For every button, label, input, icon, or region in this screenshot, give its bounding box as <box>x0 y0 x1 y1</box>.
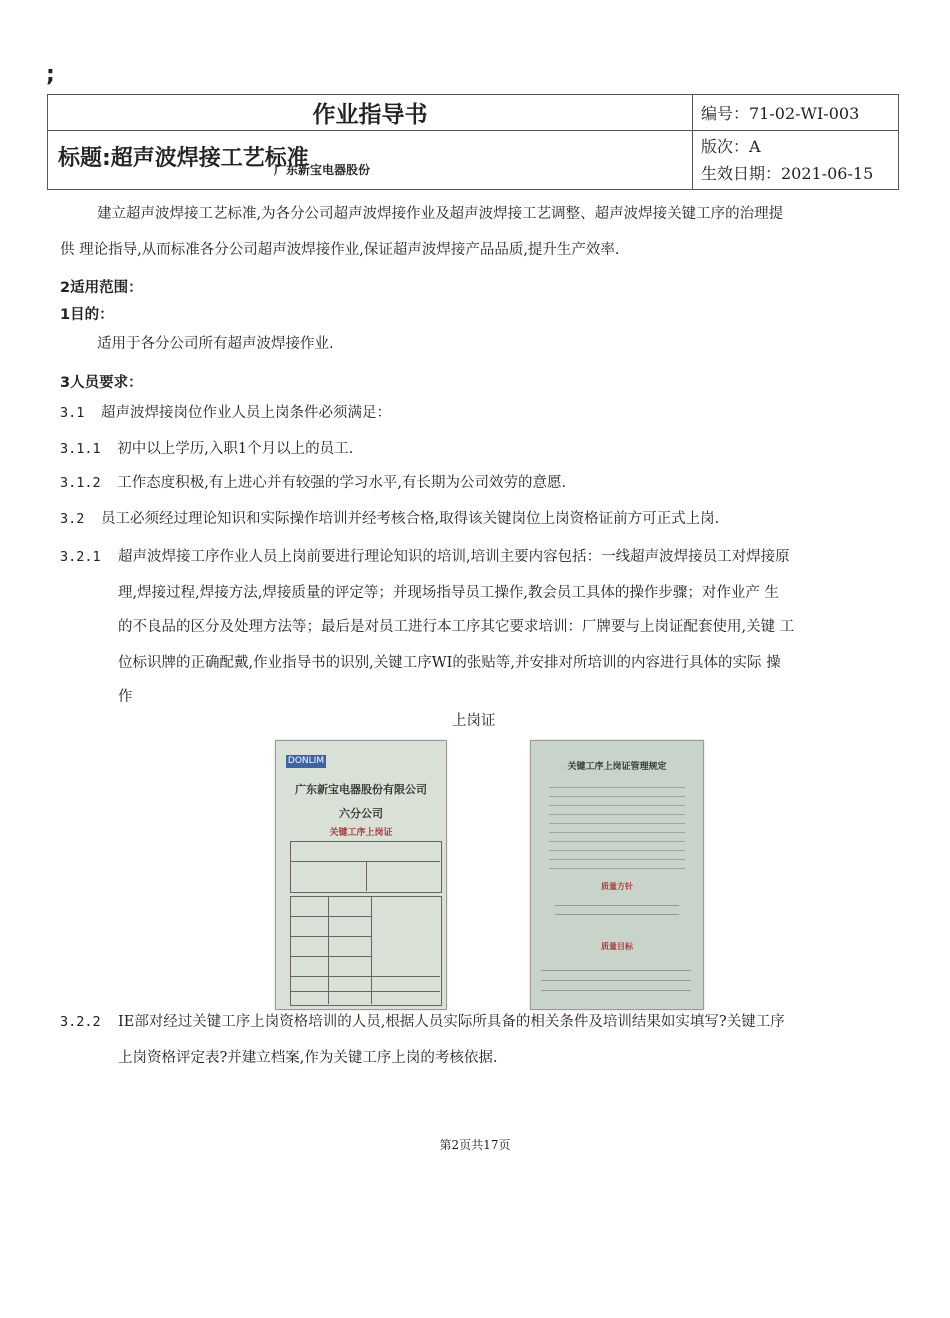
item-3-2-1-line-1: 超声波焊接工序作业人员上岗前要进行理论知识的培训,培训主要内容包括：一线超声波焊接员工对焊接原 <box>118 549 790 565</box>
item-3-2 <box>60 503 719 535</box>
item-text: 超声波焊接岗位作业人员上岗条件必须满足： <box>101 405 391 421</box>
scope-text: 适用于各分公司所有超声波焊接作业. <box>97 336 334 352</box>
document-version: 版次：A <box>701 137 761 156</box>
company-name: 广东新宝电器股份 <box>274 163 371 177</box>
intro-line-1: 建立超声波焊接工艺标准,为各分公司超声波焊接作业及超声波焊接工艺调整、超声波焊接关键工序的治理提 <box>97 206 784 222</box>
item-text: 员工必须经过理论知识和实际操作培训并经考核合格,取得该关键岗位上岗资格证前方可正式上岗. <box>101 511 720 527</box>
card-grid-line <box>371 896 372 1004</box>
quality-goal-label: 质量目标 <box>601 941 633 951</box>
item-3-2-1-line-4: 位标识牌的正确配戴,作业指导书的识别,关键工序WI的张贴等,并安排对所培训的内容进行具体的实际 操 <box>118 655 781 671</box>
card-grid-line <box>290 916 371 917</box>
item-3-2-2-line-1: IE部对经过关键工序上岗资格培训的人员,根据人员实际所具备的相关条件及培训结果如实填写?关键工序 <box>118 1014 785 1030</box>
quality-goal-text <box>541 961 691 995</box>
item-3-2-1-line-5: 作 <box>118 689 133 705</box>
item-text: 工作态度积极,有上进心并有较强的学习水平,有长期为公司效劳的意愿. <box>117 475 567 491</box>
item-3-2-1-line-3: 的不良品的区分及处理方法等；最后是对员工进行本工序其它要求培训：厂牌要与上岗证配套使用,关键 工 <box>118 619 795 635</box>
work-permit-card-front-image <box>275 740 447 1010</box>
card-grid-line <box>328 896 329 1004</box>
effective-date: 生效日期：2021-06-15 <box>701 164 874 183</box>
item-text: 初中以上学历,入职1个月以上的员工. <box>117 441 354 457</box>
item-number: 3.1 <box>60 405 85 421</box>
quality-policy-text <box>555 897 679 923</box>
item-number: 3.1.1 <box>60 441 101 457</box>
item-number-3-2-2: 3.2.2 <box>60 1014 101 1030</box>
item-3-1-2 <box>60 467 566 499</box>
item-3-1-1 <box>60 433 353 465</box>
card-grid-line <box>290 956 371 957</box>
staff-heading: 3人员要求： <box>60 375 143 391</box>
intro-line-2: 供 理论指导,从而标准各分公司超声波焊接作业,保证超声波焊接产品品质,提升生产效率. <box>60 242 620 258</box>
donlim-logo: DONLIM <box>287 756 325 766</box>
item-number: 3.1.2 <box>60 475 101 491</box>
document-type-title: 作业指导书 <box>48 95 693 131</box>
card-back-title: 关键工序上岗证管理规定 <box>567 762 667 772</box>
item-3-1 <box>60 397 391 429</box>
card-grid-line <box>366 861 367 891</box>
document-header-table <box>47 94 899 190</box>
subject-cell <box>48 131 693 190</box>
document-code: 编号：71-02-WI-003 <box>693 95 899 131</box>
semicolon-mark: ; <box>46 62 55 87</box>
item-number: 3.2 <box>60 511 85 527</box>
scope-heading: 2适用范围： <box>60 280 143 296</box>
page-number-footer: 第2页共17页 <box>439 1138 511 1152</box>
card-grid-line <box>290 991 440 992</box>
item-3-2-2-line-2: 上岗资格评定表?并建立档案,作为关键工序上岗的考核依据. <box>118 1050 498 1066</box>
document-subject: 标题:超声波焊接工艺标准 <box>58 146 309 171</box>
card-info-grid-bottom <box>290 896 442 1006</box>
card-title: 关键工序上岗证 <box>329 828 393 838</box>
card-back-rules-text <box>549 779 685 869</box>
card-company: 广东新宝电器股份有限公司 <box>295 783 427 796</box>
card-branch: 六分公司 <box>339 807 383 820</box>
version-cell <box>693 131 899 190</box>
item-number-3-2-1: 3.2.1 <box>60 549 101 565</box>
card-grid-line <box>290 861 440 862</box>
work-permit-card-back-image <box>530 740 704 1010</box>
card-grid-line <box>290 976 440 977</box>
card-grid-line <box>290 936 371 937</box>
item-3-2-1-line-2: 理,焊接过程,焊接方法,焊接质量的评定等；并现场指导员工操作,教会员工具体的操作步骤；对作业产 生 <box>118 585 780 601</box>
figure-caption: 上岗证 <box>452 713 496 729</box>
quality-policy-label: 质量方针 <box>601 881 633 891</box>
purpose-heading: 1目的： <box>60 307 114 323</box>
